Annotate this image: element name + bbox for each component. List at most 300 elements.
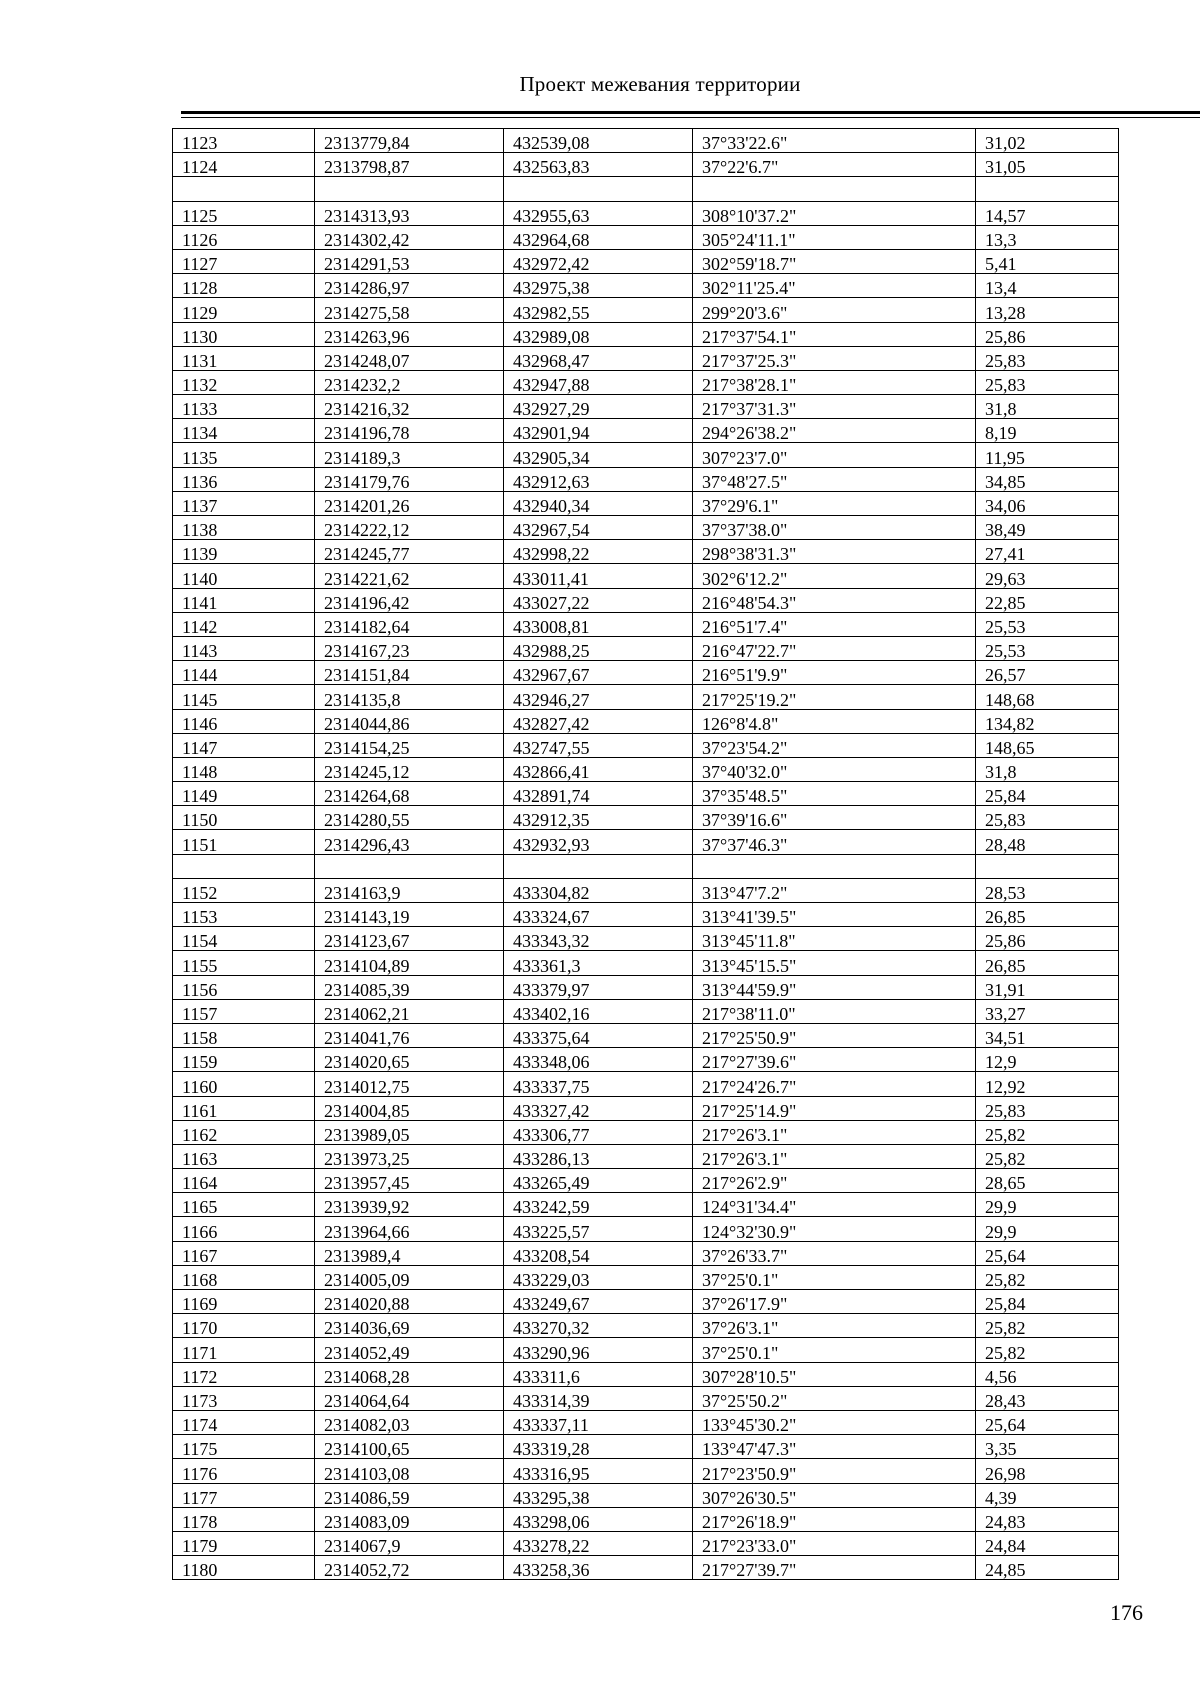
distance-cell: 31,05: [976, 153, 1119, 177]
distance-cell: 8,19: [976, 419, 1119, 443]
distance-cell: 25,84: [976, 782, 1119, 806]
distance-cell: 25,84: [976, 1290, 1119, 1314]
distance-cell: 25,83: [976, 346, 1119, 370]
x-coordinate-cell: 2314167,23: [315, 636, 504, 660]
x-coordinate-cell: 2313964,66: [315, 1217, 504, 1241]
x-coordinate-cell: 2314103,08: [315, 1459, 504, 1483]
table-row: [173, 999, 1119, 1023]
point-number-cell: 1140: [173, 564, 315, 588]
point-number-cell: [173, 177, 315, 201]
table-row: [173, 709, 1119, 733]
y-coordinate-cell: 432932,93: [504, 830, 693, 854]
direction-angle-cell: 37°23'54.2": [693, 733, 976, 757]
direction-angle-cell: 217°23'33.0": [693, 1531, 976, 1555]
direction-angle-cell: 126°8'4.8": [693, 709, 976, 733]
point-number-cell: 1168: [173, 1265, 315, 1289]
table-row: [173, 1144, 1119, 1168]
point-number-cell: 1126: [173, 225, 315, 249]
point-number-cell: 1132: [173, 370, 315, 394]
table-row: [173, 733, 1119, 757]
distance-cell: 24,84: [976, 1531, 1119, 1555]
table-row: [173, 685, 1119, 709]
point-number-cell: 1124: [173, 153, 315, 177]
point-number-cell: 1149: [173, 782, 315, 806]
x-coordinate-cell: 2314052,49: [315, 1338, 504, 1362]
direction-angle-cell: 37°37'46.3": [693, 830, 976, 854]
table-row: [173, 1435, 1119, 1459]
direction-angle-cell: 37°25'0.1": [693, 1265, 976, 1289]
x-coordinate-cell: 2314143,19: [315, 903, 504, 927]
table-row: [173, 516, 1119, 540]
point-number-cell: 1154: [173, 927, 315, 951]
direction-angle-cell: 37°25'0.1": [693, 1338, 976, 1362]
point-number-cell: 1173: [173, 1386, 315, 1410]
distance-cell: 27,41: [976, 540, 1119, 564]
x-coordinate-cell: 2314248,07: [315, 346, 504, 370]
point-number-cell: 1159: [173, 1048, 315, 1072]
x-coordinate-cell: 2314280,55: [315, 806, 504, 830]
point-number-cell: 1164: [173, 1169, 315, 1193]
x-coordinate-cell: 2314275,58: [315, 298, 504, 322]
point-number-cell: 1142: [173, 612, 315, 636]
table-row: [173, 782, 1119, 806]
y-coordinate-cell: 433306,77: [504, 1120, 693, 1144]
distance-cell: 26,85: [976, 951, 1119, 975]
table-row: [173, 951, 1119, 975]
table-row: [173, 1023, 1119, 1047]
table-row: [173, 1169, 1119, 1193]
y-coordinate-cell: 432946,27: [504, 685, 693, 709]
point-number-cell: 1139: [173, 540, 315, 564]
point-number-cell: 1157: [173, 999, 315, 1023]
x-coordinate-cell: 2314020,65: [315, 1048, 504, 1072]
table-row: [173, 1072, 1119, 1096]
direction-angle-cell: 217°26'2.9": [693, 1169, 976, 1193]
y-coordinate-cell: 433402,16: [504, 999, 693, 1023]
point-number-cell: 1167: [173, 1241, 315, 1265]
distance-cell: 25,82: [976, 1338, 1119, 1362]
distance-cell: 25,86: [976, 322, 1119, 346]
distance-cell: 28,53: [976, 878, 1119, 902]
direction-angle-cell: 294°26'38.2": [693, 419, 976, 443]
y-coordinate-cell: [504, 177, 693, 201]
y-coordinate-cell: 433327,42: [504, 1096, 693, 1120]
direction-angle-cell: 217°27'39.6": [693, 1048, 976, 1072]
distance-cell: 4,56: [976, 1362, 1119, 1386]
distance-cell: 26,98: [976, 1459, 1119, 1483]
direction-angle-cell: 133°45'30.2": [693, 1410, 976, 1434]
y-coordinate-cell: 433229,03: [504, 1265, 693, 1289]
point-number-cell: 1150: [173, 806, 315, 830]
y-coordinate-cell: [504, 854, 693, 878]
direction-angle-cell: 307°26'30.5": [693, 1483, 976, 1507]
table-row: [173, 830, 1119, 854]
direction-angle-cell: 313°45'11.8": [693, 927, 976, 951]
table-row: [173, 540, 1119, 564]
distance-cell: 29,9: [976, 1217, 1119, 1241]
point-number-cell: 1125: [173, 201, 315, 225]
x-coordinate-cell: 2313798,87: [315, 153, 504, 177]
point-number-cell: 1133: [173, 395, 315, 419]
distance-cell: 28,43: [976, 1386, 1119, 1410]
y-coordinate-cell: 432901,94: [504, 419, 693, 443]
distance-cell: 12,92: [976, 1072, 1119, 1096]
direction-angle-cell: 217°25'19.2": [693, 685, 976, 709]
direction-angle-cell: 217°24'26.7": [693, 1072, 976, 1096]
table-row: [173, 491, 1119, 515]
x-coordinate-cell: 2314062,21: [315, 999, 504, 1023]
point-number-cell: 1131: [173, 346, 315, 370]
distance-cell: 24,85: [976, 1556, 1119, 1580]
y-coordinate-cell: 432968,47: [504, 346, 693, 370]
distance-cell: [976, 177, 1119, 201]
distance-cell: 134,82: [976, 709, 1119, 733]
direction-angle-cell: 217°38'11.0": [693, 999, 976, 1023]
point-number-cell: 1155: [173, 951, 315, 975]
x-coordinate-cell: 2314264,68: [315, 782, 504, 806]
x-coordinate-cell: 2314163,9: [315, 878, 504, 902]
distance-cell: 25,82: [976, 1265, 1119, 1289]
direction-angle-cell: 37°25'50.2": [693, 1386, 976, 1410]
distance-cell: 25,53: [976, 636, 1119, 660]
y-coordinate-cell: 433011,41: [504, 564, 693, 588]
point-number-cell: 1162: [173, 1120, 315, 1144]
table-row: [173, 443, 1119, 467]
direction-angle-cell: 217°26'18.9": [693, 1507, 976, 1531]
x-coordinate-cell: 2314020,88: [315, 1290, 504, 1314]
direction-angle-cell: 298°38'31.3": [693, 540, 976, 564]
table-row: [173, 467, 1119, 491]
table-row: [173, 1362, 1119, 1386]
direction-angle-cell: 217°37'25.3": [693, 346, 976, 370]
x-coordinate-cell: 2314296,43: [315, 830, 504, 854]
point-number-cell: 1178: [173, 1507, 315, 1531]
point-number-cell: 1180: [173, 1556, 315, 1580]
distance-cell: 25,83: [976, 370, 1119, 394]
distance-cell: 13,28: [976, 298, 1119, 322]
distance-cell: 148,65: [976, 733, 1119, 757]
x-coordinate-cell: 2314263,96: [315, 322, 504, 346]
y-coordinate-cell: 433348,06: [504, 1048, 693, 1072]
table-row: [173, 201, 1119, 225]
y-coordinate-cell: 433298,06: [504, 1507, 693, 1531]
table-row: [173, 854, 1119, 878]
x-coordinate-cell: 2314245,12: [315, 757, 504, 781]
table-row: [173, 395, 1119, 419]
point-number-cell: 1144: [173, 661, 315, 685]
x-coordinate-cell: 2314036,69: [315, 1314, 504, 1338]
point-number-cell: 1177: [173, 1483, 315, 1507]
table-row: [173, 903, 1119, 927]
table-row: [173, 878, 1119, 902]
y-coordinate-cell: 432927,29: [504, 395, 693, 419]
distance-cell: 25,53: [976, 612, 1119, 636]
y-coordinate-cell: 432827,42: [504, 709, 693, 733]
y-coordinate-cell: 433270,32: [504, 1314, 693, 1338]
distance-cell: 34,51: [976, 1023, 1119, 1047]
table-row: [173, 1531, 1119, 1555]
distance-cell: 25,82: [976, 1120, 1119, 1144]
direction-angle-cell: 124°32'30.9": [693, 1217, 976, 1241]
page-number: 176: [1110, 1600, 1143, 1625]
direction-angle-cell: 216°51'9.9": [693, 661, 976, 685]
x-coordinate-cell: 2314196,78: [315, 419, 504, 443]
point-number-cell: 1129: [173, 298, 315, 322]
direction-angle-cell: 37°33'22.6": [693, 129, 976, 153]
direction-angle-cell: 217°25'50.9": [693, 1023, 976, 1047]
table-row: [173, 1314, 1119, 1338]
distance-cell: 28,48: [976, 830, 1119, 854]
direction-angle-cell: 217°26'3.1": [693, 1144, 976, 1168]
y-coordinate-cell: 432975,38: [504, 274, 693, 298]
point-number-cell: 1160: [173, 1072, 315, 1096]
x-coordinate-cell: 2313973,25: [315, 1144, 504, 1168]
y-coordinate-cell: 433314,39: [504, 1386, 693, 1410]
y-coordinate-cell: 432988,25: [504, 636, 693, 660]
direction-angle-cell: 216°51'7.4": [693, 612, 976, 636]
point-number-cell: 1163: [173, 1144, 315, 1168]
table-row: [173, 1193, 1119, 1217]
x-coordinate-cell: 2314068,28: [315, 1362, 504, 1386]
direction-angle-cell: 307°23'7.0": [693, 443, 976, 467]
table-row: [173, 1459, 1119, 1483]
direction-angle-cell: 299°20'3.6": [693, 298, 976, 322]
y-coordinate-cell: 433027,22: [504, 588, 693, 612]
distance-cell: 25,86: [976, 927, 1119, 951]
y-coordinate-cell: 433319,28: [504, 1435, 693, 1459]
table-row: [173, 588, 1119, 612]
distance-cell: 31,8: [976, 395, 1119, 419]
distance-cell: 11,95: [976, 443, 1119, 467]
y-coordinate-cell: 433324,67: [504, 903, 693, 927]
table-row: [173, 419, 1119, 443]
distance-cell: 25,83: [976, 806, 1119, 830]
direction-angle-cell: 37°22'6.7": [693, 153, 976, 177]
x-coordinate-cell: 2314041,76: [315, 1023, 504, 1047]
x-coordinate-cell: 2314196,42: [315, 588, 504, 612]
distance-cell: 26,57: [976, 661, 1119, 685]
distance-cell: 4,39: [976, 1483, 1119, 1507]
point-number-cell: [173, 854, 315, 878]
header-rule-thick: [181, 111, 1200, 114]
x-coordinate-cell: 2314245,77: [315, 540, 504, 564]
point-number-cell: 1148: [173, 757, 315, 781]
direction-angle-cell: 305°24'11.1": [693, 225, 976, 249]
distance-cell: 29,9: [976, 1193, 1119, 1217]
y-coordinate-cell: 433008,81: [504, 612, 693, 636]
table-row: [173, 322, 1119, 346]
x-coordinate-cell: 2313989,05: [315, 1120, 504, 1144]
point-number-cell: 1135: [173, 443, 315, 467]
distance-cell: 34,85: [976, 467, 1119, 491]
distance-cell: 38,49: [976, 516, 1119, 540]
distance-cell: 13,4: [976, 274, 1119, 298]
direction-angle-cell: 37°26'3.1": [693, 1314, 976, 1338]
point-number-cell: 1123: [173, 129, 315, 153]
point-number-cell: 1134: [173, 419, 315, 443]
distance-cell: 29,63: [976, 564, 1119, 588]
y-coordinate-cell: 432563,83: [504, 153, 693, 177]
table-row: [173, 757, 1119, 781]
x-coordinate-cell: 2314135,8: [315, 685, 504, 709]
point-number-cell: 1174: [173, 1410, 315, 1434]
y-coordinate-cell: 433304,82: [504, 878, 693, 902]
table-row: [173, 1338, 1119, 1362]
x-coordinate-cell: 2313957,45: [315, 1169, 504, 1193]
distance-cell: 14,57: [976, 201, 1119, 225]
table-row: [173, 1483, 1119, 1507]
distance-cell: 34,06: [976, 491, 1119, 515]
distance-cell: 5,41: [976, 249, 1119, 273]
y-coordinate-cell: 433249,67: [504, 1290, 693, 1314]
y-coordinate-cell: 433225,57: [504, 1217, 693, 1241]
x-coordinate-cell: 2314222,12: [315, 516, 504, 540]
direction-angle-cell: 216°47'22.7": [693, 636, 976, 660]
table-row: [173, 370, 1119, 394]
distance-cell: 25,64: [976, 1410, 1119, 1434]
table-row: [173, 1507, 1119, 1531]
table-row: [173, 612, 1119, 636]
x-coordinate-cell: 2314100,65: [315, 1435, 504, 1459]
y-coordinate-cell: 432866,41: [504, 757, 693, 781]
y-coordinate-cell: 432905,34: [504, 443, 693, 467]
point-number-cell: 1176: [173, 1459, 315, 1483]
y-coordinate-cell: 432947,88: [504, 370, 693, 394]
direction-angle-cell: [693, 177, 976, 201]
coordinates-table: [172, 128, 1119, 1580]
x-coordinate-cell: 2314232,2: [315, 370, 504, 394]
x-coordinate-cell: 2314221,62: [315, 564, 504, 588]
direction-angle-cell: 307°28'10.5": [693, 1362, 976, 1386]
y-coordinate-cell: 432982,55: [504, 298, 693, 322]
x-coordinate-cell: 2314082,03: [315, 1410, 504, 1434]
header-rule-thin: [181, 117, 1200, 118]
point-number-cell: 1145: [173, 685, 315, 709]
distance-cell: 25,82: [976, 1144, 1119, 1168]
y-coordinate-cell: 432989,08: [504, 322, 693, 346]
table-row: [173, 177, 1119, 201]
x-coordinate-cell: 2313989,4: [315, 1241, 504, 1265]
y-coordinate-cell: 433337,75: [504, 1072, 693, 1096]
y-coordinate-cell: 433361,3: [504, 951, 693, 975]
distance-cell: 31,02: [976, 129, 1119, 153]
direction-angle-cell: 217°38'28.1": [693, 370, 976, 394]
y-coordinate-cell: 433258,36: [504, 1556, 693, 1580]
point-number-cell: 1137: [173, 491, 315, 515]
point-number-cell: 1161: [173, 1096, 315, 1120]
y-coordinate-cell: 432967,54: [504, 516, 693, 540]
y-coordinate-cell: 433311,6: [504, 1362, 693, 1386]
x-coordinate-cell: 2314012,75: [315, 1072, 504, 1096]
x-coordinate-cell: 2314067,9: [315, 1531, 504, 1555]
y-coordinate-cell: 432955,63: [504, 201, 693, 225]
point-number-cell: 1170: [173, 1314, 315, 1338]
distance-cell: 12,9: [976, 1048, 1119, 1072]
x-coordinate-cell: 2314086,59: [315, 1483, 504, 1507]
x-coordinate-cell: 2314004,85: [315, 1096, 504, 1120]
table-row: [173, 661, 1119, 685]
distance-cell: [976, 854, 1119, 878]
x-coordinate-cell: 2314085,39: [315, 975, 504, 999]
point-number-cell: 1143: [173, 636, 315, 660]
direction-angle-cell: 302°11'25.4": [693, 274, 976, 298]
y-coordinate-cell: 433295,38: [504, 1483, 693, 1507]
point-number-cell: 1138: [173, 516, 315, 540]
direction-angle-cell: 302°6'12.2": [693, 564, 976, 588]
direction-angle-cell: 37°26'17.9": [693, 1290, 976, 1314]
table-row: [173, 1410, 1119, 1434]
y-coordinate-cell: 432912,35: [504, 806, 693, 830]
x-coordinate-cell: 2314044,86: [315, 709, 504, 733]
direction-angle-cell: 217°27'39.7": [693, 1556, 976, 1580]
table-row: [173, 1556, 1119, 1580]
y-coordinate-cell: 433242,59: [504, 1193, 693, 1217]
direction-angle-cell: 308°10'37.2": [693, 201, 976, 225]
distance-cell: 31,8: [976, 757, 1119, 781]
x-coordinate-cell: 2314151,84: [315, 661, 504, 685]
point-number-cell: 1136: [173, 467, 315, 491]
table-row: [173, 274, 1119, 298]
x-coordinate-cell: 2314302,42: [315, 225, 504, 249]
direction-angle-cell: 37°37'38.0": [693, 516, 976, 540]
y-coordinate-cell: 432967,67: [504, 661, 693, 685]
direction-angle-cell: 37°35'48.5": [693, 782, 976, 806]
direction-angle-cell: 217°37'31.3": [693, 395, 976, 419]
table-row: [173, 129, 1119, 153]
x-coordinate-cell: 2314154,25: [315, 733, 504, 757]
distance-cell: 25,82: [976, 1314, 1119, 1338]
direction-angle-cell: 313°45'15.5": [693, 951, 976, 975]
x-coordinate-cell: 2314201,26: [315, 491, 504, 515]
table-row: [173, 1048, 1119, 1072]
distance-cell: 28,65: [976, 1169, 1119, 1193]
y-coordinate-cell: 433316,95: [504, 1459, 693, 1483]
direction-angle-cell: 313°44'59.9": [693, 975, 976, 999]
x-coordinate-cell: 2314286,97: [315, 274, 504, 298]
table-row: [173, 975, 1119, 999]
x-coordinate-cell: 2314313,93: [315, 201, 504, 225]
point-number-cell: 1128: [173, 274, 315, 298]
distance-cell: 33,27: [976, 999, 1119, 1023]
x-coordinate-cell: 2313779,84: [315, 129, 504, 153]
point-number-cell: 1127: [173, 249, 315, 273]
point-number-cell: 1156: [173, 975, 315, 999]
point-number-cell: 1179: [173, 1531, 315, 1555]
y-coordinate-cell: 432972,42: [504, 249, 693, 273]
x-coordinate-cell: 2314179,76: [315, 467, 504, 491]
y-coordinate-cell: 433379,97: [504, 975, 693, 999]
x-coordinate-cell: 2314064,64: [315, 1386, 504, 1410]
direction-angle-cell: [693, 854, 976, 878]
table-row: [173, 636, 1119, 660]
x-coordinate-cell: 2314052,72: [315, 1556, 504, 1580]
direction-angle-cell: 124°31'34.4": [693, 1193, 976, 1217]
direction-angle-cell: 37°39'16.6": [693, 806, 976, 830]
y-coordinate-cell: 432747,55: [504, 733, 693, 757]
direction-angle-cell: 37°48'27.5": [693, 467, 976, 491]
table-row: [173, 1386, 1119, 1410]
x-coordinate-cell: 2314083,09: [315, 1507, 504, 1531]
point-number-cell: 1152: [173, 878, 315, 902]
point-number-cell: 1151: [173, 830, 315, 854]
table-row: [173, 249, 1119, 273]
table-row: [173, 564, 1119, 588]
table-row: [173, 1265, 1119, 1289]
x-coordinate-cell: [315, 854, 504, 878]
point-number-cell: 1158: [173, 1023, 315, 1047]
table-row: [173, 1241, 1119, 1265]
point-number-cell: 1146: [173, 709, 315, 733]
